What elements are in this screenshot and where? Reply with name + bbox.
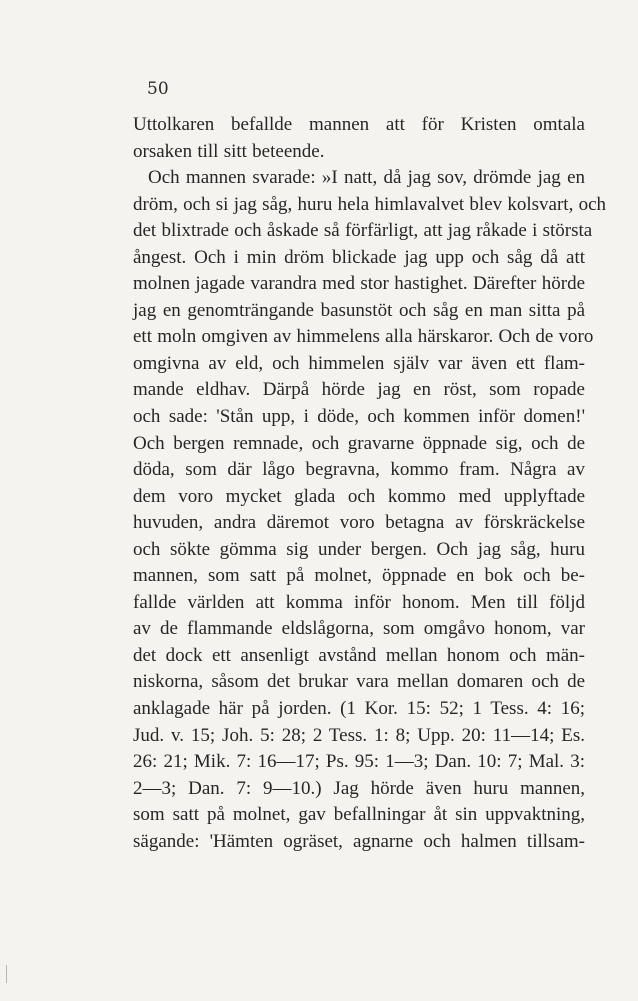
text-line: Uttolkaren befallde mannen att för Kristen omtala	[133, 114, 585, 135]
text-line: mande eldhav. Därpå hörde jag en röst, som ropade	[133, 379, 585, 401]
text-line: anklagade här på jorden. (1 Kor. 15: 52; 1 Tess. 4: 16;	[133, 698, 585, 720]
text-line: dem voro mycket glada och kommo med upplyftade	[133, 485, 585, 507]
text-line: Jud. v. 15; Joh. 5: 28; 2 Tess. 1: 8; Upp. 20: 11—14; Es.	[133, 724, 585, 746]
text-line: det dock ett ansenligt avstånd mellan honom och män-	[133, 644, 585, 666]
scan-edge-mark	[6, 965, 7, 983]
text-line: sägande: 'Hämten ogräset, agnarne och halmen tillsam-	[133, 830, 585, 852]
text-line: huvuden, andra däremot voro betagna av förskräckelse	[133, 512, 585, 534]
text-line: mannen, som satt på molnet, öppnade en bok och be-	[133, 565, 585, 587]
text-line: som satt på molnet, gav befallningar åt sin uppvaktning,	[133, 804, 585, 826]
text-line: 26: 21; Mik. 7: 16—17; Ps. 95: 1—3; Dan. 10: 7; Mal. 3:	[133, 751, 585, 773]
text-line: Och mannen svarade: »I natt, då jag sov, drömde jag en	[148, 167, 585, 189]
text-line: molnen jagade varandra med stor hastighet. Därefter hörde	[133, 273, 585, 295]
body-text	[133, 112, 607, 855]
text-line: niskorna, såsom det brukar vara mellan domaren och de	[133, 671, 585, 693]
text-line: ångest. Och i min dröm blickade jag upp och såg då att	[133, 246, 585, 268]
text-line: Och bergen remnade, och gravarne öppnade sig, och de	[133, 432, 585, 454]
text-line: döda, som där lågo begravna, kommo fram. Några av	[133, 459, 585, 481]
text-line: fallde världen att komma inför honom. Men till följd	[133, 591, 585, 613]
text-line: det blixtrade och åskade så förfärligt, att jag råkade i största	[133, 220, 593, 242]
text-line: och sökte gömma sig under bergen. Och jag såg, huru	[133, 538, 585, 560]
text-line: orsaken till sitt beteende.	[133, 140, 325, 162]
text-line: av de flammande eldslågorna, som omgåvo honom, var	[133, 618, 585, 640]
text-line: jag en genomträngande basunstöt och såg en man sitta på	[133, 299, 585, 321]
text-line: 2—3; Dan. 7: 9—10.) Jag hörde även huru mannen,	[133, 777, 585, 799]
text-line: omgivna av eld, och himmelen själv var även ett flam-	[133, 352, 585, 374]
text-line: och sade: 'Stån upp, i döde, och kommen inför domen!'	[133, 406, 585, 428]
text-line: dröm, och si jag såg, huru hela himlavalvet blev kolsvart, och	[133, 193, 607, 215]
text-line: ett moln omgiven av himmelens alla härskaror. Och de voro	[133, 326, 594, 348]
page-number: 50	[147, 79, 169, 99]
